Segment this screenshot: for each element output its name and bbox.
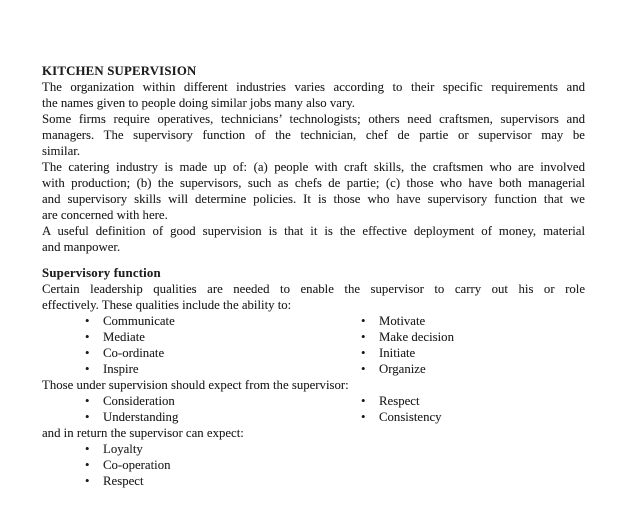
bullet-item-label: Respect bbox=[103, 474, 144, 488]
paragraph-line: A useful definition of good supervision is that it is the effective deployment of money, material bbox=[42, 224, 585, 238]
bullet-item bbox=[361, 313, 585, 329]
bullet-icon: • bbox=[85, 442, 90, 456]
bullet-item bbox=[42, 313, 361, 329]
paragraph-line: Some firms require operatives, technicians’ technologists; others need craftsmen, supervisors and bbox=[42, 112, 585, 126]
paragraph-line: The catering industry is made up of: (a) people with craft skills, the craftsmen who are involved bbox=[42, 160, 585, 174]
bullet-item-label: Consistency bbox=[379, 410, 442, 424]
bullet-icon: • bbox=[361, 410, 366, 424]
bullet-icon: • bbox=[361, 346, 366, 360]
paragraph bbox=[42, 111, 585, 159]
bullet-row bbox=[42, 313, 585, 329]
bullet-item bbox=[42, 393, 361, 409]
paragraph-line: with production; (b) the supervisors, such as chefs de partie; (c) those who have both managerial bbox=[42, 176, 585, 190]
bullet-item bbox=[42, 361, 361, 377]
bullet-item-label: Understanding bbox=[103, 410, 179, 424]
bullet-row bbox=[42, 329, 585, 345]
bullet-row bbox=[42, 441, 585, 457]
bullet-row bbox=[42, 345, 585, 361]
bullet-item bbox=[42, 409, 361, 425]
section-gap bbox=[42, 255, 585, 265]
bullet-item bbox=[42, 441, 361, 457]
bullet-icon: • bbox=[361, 330, 366, 344]
bullet-item-label: Loyalty bbox=[103, 442, 143, 456]
paragraph-line: are concerned with here. bbox=[42, 208, 168, 222]
bullet-item bbox=[361, 345, 585, 361]
intro-paragraphs bbox=[42, 79, 585, 255]
paragraph-line: the names given to people doing similar jobs many also vary. bbox=[42, 96, 355, 110]
bullet-item bbox=[361, 409, 585, 425]
bullet-row bbox=[42, 393, 585, 409]
expectations-intro: Those under supervision should expect from the supervisor: bbox=[42, 378, 349, 392]
bullet-item-label: Initiate bbox=[379, 346, 416, 360]
paragraph bbox=[42, 223, 585, 255]
bullet-item-label: Make decision bbox=[379, 330, 454, 344]
bullet-row bbox=[42, 409, 585, 425]
qualities-intro-line: Certain leadership qualities are needed to enable the supervisor to carry out his or role bbox=[42, 282, 585, 296]
expectations-list bbox=[42, 393, 585, 425]
bullet-icon: • bbox=[85, 362, 90, 376]
bullet-item-label: Inspire bbox=[103, 362, 139, 376]
bullet-item bbox=[361, 329, 585, 345]
bullet-row bbox=[42, 361, 585, 377]
bullet-item-label: Respect bbox=[379, 394, 420, 408]
bullet-icon: • bbox=[85, 314, 90, 328]
bullet-icon: • bbox=[361, 362, 366, 376]
bullet-icon: • bbox=[361, 314, 366, 328]
return-intro: and in return the supervisor can expect: bbox=[42, 426, 244, 440]
bullet-item-label: Communicate bbox=[103, 314, 175, 328]
bullet-item-label: Consideration bbox=[103, 394, 175, 408]
bullet-row bbox=[42, 457, 585, 473]
bullet-item bbox=[42, 473, 361, 489]
bullet-item bbox=[42, 457, 361, 473]
document-content bbox=[42, 63, 585, 489]
paragraph-line: similar. bbox=[42, 144, 81, 158]
bullet-item bbox=[42, 329, 361, 345]
bullet-icon: • bbox=[85, 394, 90, 408]
bullet-icon: • bbox=[361, 394, 366, 408]
bullet-item bbox=[42, 345, 361, 361]
bullet-item-label: Organize bbox=[379, 362, 426, 376]
bullet-item-label: Co-operation bbox=[103, 458, 171, 472]
section-subheading: Supervisory function bbox=[42, 266, 161, 280]
paragraph-line: managers. The supervisory function of the technician, chef de partie or supervisor may be bbox=[42, 128, 585, 142]
bullet-item-label: Mediate bbox=[103, 330, 145, 344]
paragraph-line: and supervisory skills will determine policies. It is those who have supervisory function that we bbox=[42, 192, 585, 206]
paragraph-line: and manpower. bbox=[42, 240, 121, 254]
qualities-intro-line: effectively. These qualities include the ability to: bbox=[42, 298, 292, 312]
bullet-item-label: Motivate bbox=[379, 314, 426, 328]
paragraph-line: The organization within different industries varies according to their specific requirements and bbox=[42, 80, 585, 94]
document-heading: KITCHEN SUPERVISION bbox=[42, 64, 197, 78]
bullet-icon: • bbox=[85, 346, 90, 360]
bullet-icon: • bbox=[85, 474, 90, 488]
bullet-icon: • bbox=[85, 410, 90, 424]
bullet-icon: • bbox=[85, 458, 90, 472]
paragraph bbox=[42, 159, 585, 223]
qualities-list bbox=[42, 313, 585, 377]
bullet-item bbox=[361, 393, 585, 409]
paragraph bbox=[42, 79, 585, 111]
qualities-intro bbox=[42, 281, 585, 313]
bullet-item-label: Co-ordinate bbox=[103, 346, 165, 360]
bullet-item bbox=[361, 361, 585, 377]
bullet-icon: • bbox=[85, 330, 90, 344]
bullet-row bbox=[42, 473, 585, 489]
returns-list bbox=[42, 441, 585, 489]
